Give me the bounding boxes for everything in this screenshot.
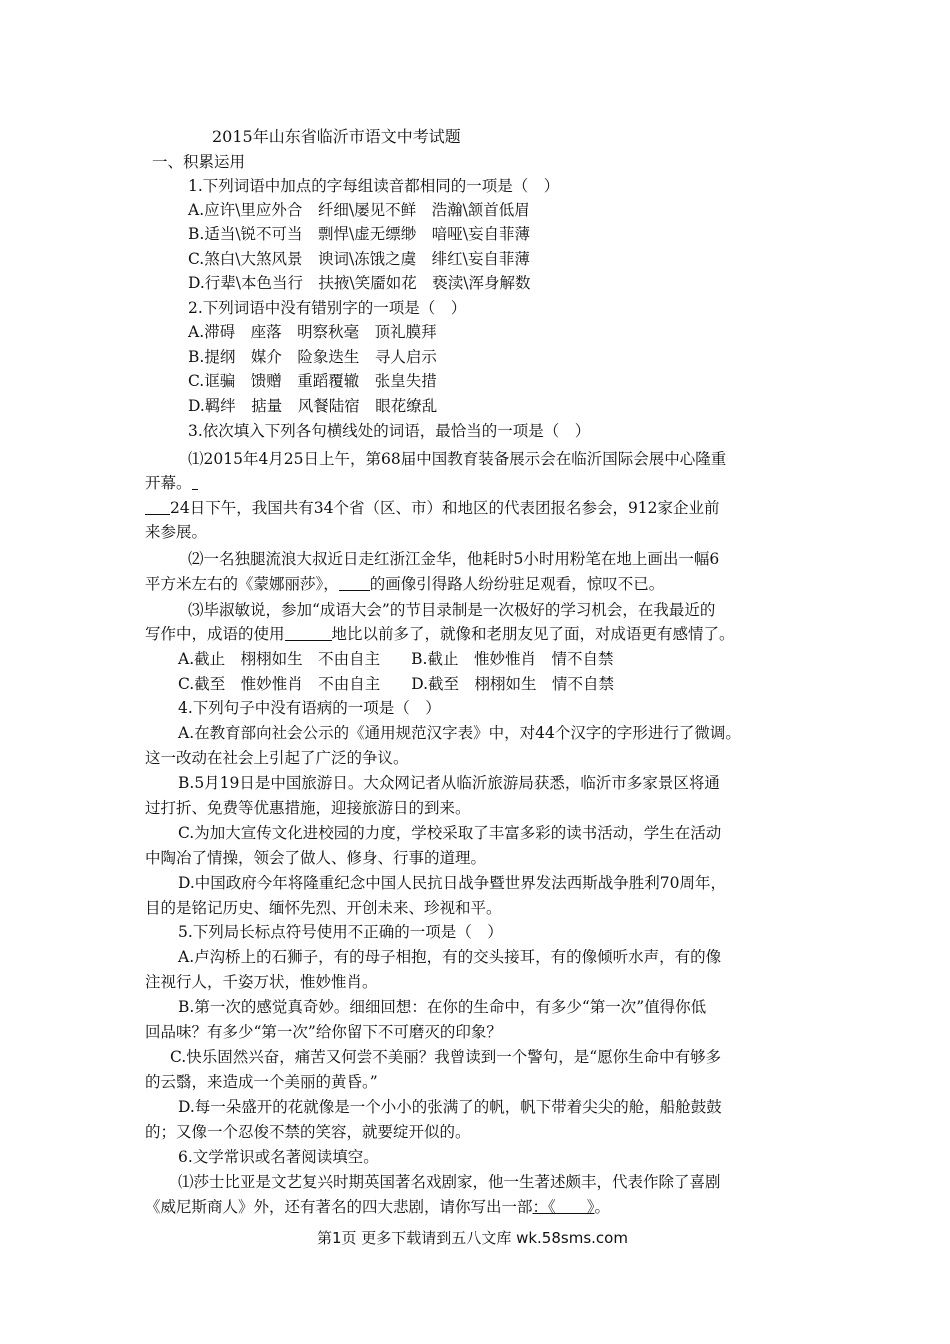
- question-4-option-d: D.中国政府今年将隆重纪念中国人民抗日战争暨世界发法西斯战争胜利70周年，: [178, 874, 727, 892]
- question-3-sentence-3-cont: 写作中，成语的使用 地比以前多了，就像和老朋友见了面，对成语更有感情了。: [145, 625, 735, 643]
- question-2-option-c: C.诓骗 馈赠 重蹈覆辙 张皇失措: [188, 372, 437, 390]
- question-6-item-1-cont: 《威尼斯商人》外，还有著名的四大悲剧，请你写出一部：《 》。: [145, 1198, 611, 1216]
- question-3-options-cd: C.截至 惟妙惟肖 不由自主 D.截至 栩栩如生 情不自禁: [178, 675, 615, 693]
- question-4-option-a: A.在教育部向社会公示的《通用规范汉字表》中，对44个汉字的字形进行了微调。: [178, 724, 741, 742]
- question-5-stem: 5.下列局长标点符号使用不正确的一项是（ ）: [178, 923, 503, 941]
- question-4-option-c-cont: 中陶冶了情操，领会了做人、修身、行事的道理。: [145, 849, 487, 867]
- question-2-option-d: D.羁绊 掂量 风餐陆宿 眼花缭乱: [188, 397, 438, 415]
- question-1-stem: 1.下列词语中加点的字每组读音都相同的一项是（ ）: [188, 177, 560, 195]
- question-5-option-d: D.每一朵盛开的花就像是一个小小的张满了的帆，帆下带着尖尖的舱，船舱鼓鼓: [178, 1098, 722, 1116]
- blank-line: [285, 624, 332, 641]
- question-3-options-ab: A.截止 栩栩如生 不由自主 B.截止 惟妙惟肖 情不自禁: [178, 650, 614, 668]
- blank-line: [145, 498, 170, 515]
- question-1-option-b: B.适当\锐不可当 剽悍\虚无缥缈 喑哑\妄自菲薄: [188, 225, 530, 243]
- question-5-option-a: A.卢沟桥上的石狮子，有的母子相抱，有的交头接耳，有的像倾听水声，有的像: [178, 948, 722, 966]
- answer-blank: ：《 》: [532, 1198, 595, 1216]
- question-3-sentence-3: ⑶毕淑敏说，参加“成语大会”的节目录制是一次极好的学习机会，在我最近的: [188, 601, 716, 619]
- question-3-sentence-2-cont: 平方米左右的《蒙娜丽莎》， 的画像引得路人纷纷驻足观看，惊叹不已。: [145, 575, 665, 593]
- question-4-option-a-cont: 这一改动在社会上引起了广泛的争议。: [145, 749, 409, 767]
- question-4-option-b-cont: 过打折、免费等优惠措施，迎接旅游日的到来。: [145, 799, 471, 817]
- question-1-option-c: C.煞白\大煞风景 谀词\冻饿之虞 绯红\妄自菲薄: [188, 250, 530, 268]
- blank-line: [339, 574, 370, 591]
- question-3-stem: 3.依次填入下列各句横线处的词语，最恰当的一项是（ ）: [188, 422, 591, 440]
- question-2-option-a: A.滞碍 座落 明察秋毫 顶礼膜拜: [188, 323, 437, 341]
- question-5-option-c: C.快乐固然兴奋，痛苦又何尝不美丽？我曾读到一个警句，是“愿你生命中有够多: [170, 1048, 722, 1066]
- question-6-stem: 6.文学常识或名著阅读填空。: [178, 1148, 379, 1166]
- question-1-option-a: A.应许\里应外合 纤细\屡见不鲜 浩瀚\颔首低眉: [188, 201, 530, 219]
- question-4-option-d-cont: 目的是铭记历史、缅怀先烈、开创未来、珍视和平。: [145, 899, 502, 917]
- question-3-sentence-2: ⑵一名独腿流浪大叔近日走红浙江金华，他耗时5小时用粉笔在地上画出一幅6: [188, 550, 720, 568]
- question-2-stem: 2.下列词语中没有错别字的一项是（ ）: [188, 299, 467, 317]
- document-title: 2015年山东省临沂市语文中考试题: [212, 127, 461, 146]
- question-1-option-d: D.行辈\本色当行 扶掖\笑靥如花 亵渎\浑身解数: [188, 274, 531, 292]
- question-5-option-b-cont: 回品味？有多少“第一次”给你留下不可磨灭的印象？: [145, 1023, 502, 1041]
- section-heading: 一、积累运用: [152, 153, 246, 171]
- question-5-option-c-cont: 的云翳，来造成一个美丽的黄昏。”: [145, 1073, 378, 1091]
- question-5-option-a-cont: 注视行人，千姿万状，惟妙惟肖。: [145, 973, 378, 991]
- question-4-option-b: B.5月19日是中国旅游日。大众网记者从临沂旅游局获悉，临沂市多家景区将通: [178, 774, 720, 792]
- question-3-sentence-1-line3: 24日下午，我国共有34个省（区、市）和地区的代表团报名参会，912家企业前: [145, 496, 720, 520]
- question-6-item-1: ⑴莎士比亚是文艺复兴时期英国著名戏剧家，他一生著述颇丰，代表作除了喜剧: [178, 1173, 721, 1191]
- question-4-option-c: C.为加大宣传文化进校园的力度，学校采取了丰富多彩的读书活动，学生在活动: [178, 824, 722, 842]
- question-5-option-d-cont: 的；又像一个忍俊不禁的笑容，就要绽开似的。: [145, 1123, 471, 1141]
- question-3-sentence-1-line4: 来参展。: [145, 523, 208, 541]
- question-3-sentence-1: ⑴2015年4月25日上午，第68届中国教育装备展示会在临沂国际会展中心隆重: [188, 450, 727, 468]
- blank-line: [192, 473, 198, 490]
- question-4-stem: 4.下列句子中没有语病的一项是（ ）: [178, 699, 441, 717]
- question-5-option-b: B.第一次的感觉真奇妙。细细回想：在你的生命中，有多少“第一次”值得你低: [178, 998, 707, 1016]
- question-3-sentence-1-cont: 开幕。: [145, 471, 198, 495]
- question-2-option-b: B.提纲 媒介 险象迭生 寻人启示: [188, 348, 437, 366]
- page-footer: 第1页 更多下载请到五八文库 wk.58sms.com: [317, 1229, 628, 1247]
